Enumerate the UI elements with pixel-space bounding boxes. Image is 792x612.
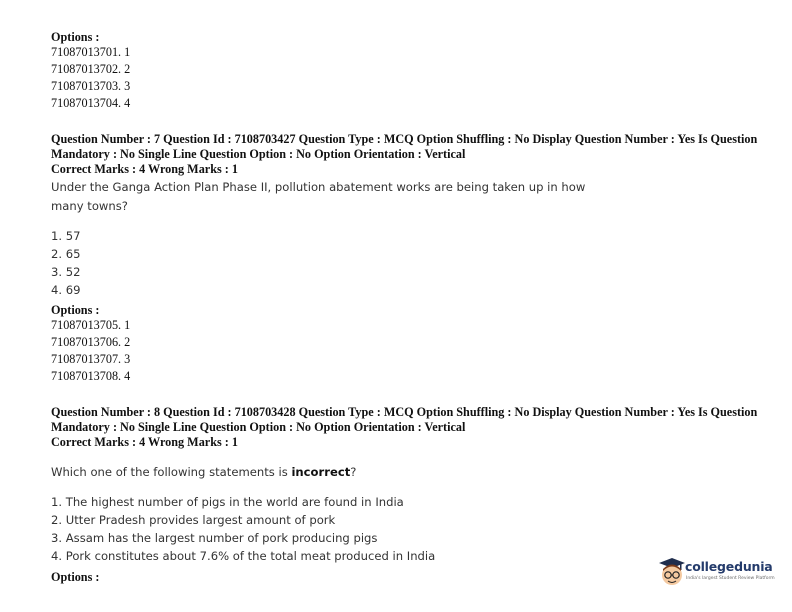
answer-choice: 2. Utter Pradesh provides largest amount of pork xyxy=(51,513,336,527)
question-header: Mandatory : No Single Line Question Option : No Option Orientation : Vertical xyxy=(51,420,466,434)
question-marks: Correct Marks : 4 Wrong Marks : 1 xyxy=(51,162,238,176)
option-id-line: 71087013705. 1 xyxy=(51,318,131,332)
question-text: many towns? xyxy=(51,199,128,213)
answer-choice: 4. Pork constitutes about 7.6% of the total meat produced in India xyxy=(51,549,436,563)
question-text-part: Which one of the following statements is xyxy=(51,465,292,479)
option-id-line: 71087013707. 3 xyxy=(51,352,131,366)
question-text: Under the Ganga Action Plan Phase II, pollution abatement works are being taken up in how xyxy=(51,180,586,194)
option-id-line: 71087013702. 2 xyxy=(51,62,131,76)
answer-choice: 2. 65 xyxy=(51,247,81,261)
collegedunia-logo xyxy=(658,555,778,591)
question-header: Question Number : 7 Question Id : 7108703427 Question Type : MCQ Option Shuffling : No Display Question Number : Yes Is Question xyxy=(51,132,758,146)
answer-choice: 1. 57 xyxy=(51,229,81,243)
question-header: Mandatory : No Single Line Question Option : No Option Orientation : Vertical xyxy=(51,147,466,161)
answer-choice: 1. The highest number of pigs in the world are found in India xyxy=(51,495,404,509)
option-id-line: 71087013704. 4 xyxy=(51,96,131,110)
question-text-part: ? xyxy=(350,465,357,479)
question-header: Question Number : 8 Question Id : 7108703428 Question Type : MCQ Option Shuffling : No Display Question Number : Yes Is Question xyxy=(51,405,758,419)
options-label: Options : xyxy=(51,30,100,44)
logo-tagline: India's largest Student Review Platform xyxy=(686,576,775,581)
logo-wordmark: collegedunia xyxy=(685,559,773,574)
answer-choice: 4. 69 xyxy=(51,283,81,297)
question-text-emphasis: incorrect xyxy=(291,465,351,479)
option-id-line: 71087013703. 3 xyxy=(51,79,131,93)
question-marks: Correct Marks : 4 Wrong Marks : 1 xyxy=(51,435,238,449)
mascot-icon xyxy=(658,557,686,589)
option-id-line: 71087013708. 4 xyxy=(51,369,131,383)
option-id-line: 71087013701. 1 xyxy=(51,45,131,59)
question-text xyxy=(51,463,356,481)
answer-choice: 3. 52 xyxy=(51,265,81,279)
options-label: Options : xyxy=(51,570,100,584)
options-label: Options : xyxy=(51,303,100,317)
option-id-line: 71087013706. 2 xyxy=(51,335,131,349)
answer-choice: 3. Assam has the largest number of pork producing pigs xyxy=(51,531,378,545)
